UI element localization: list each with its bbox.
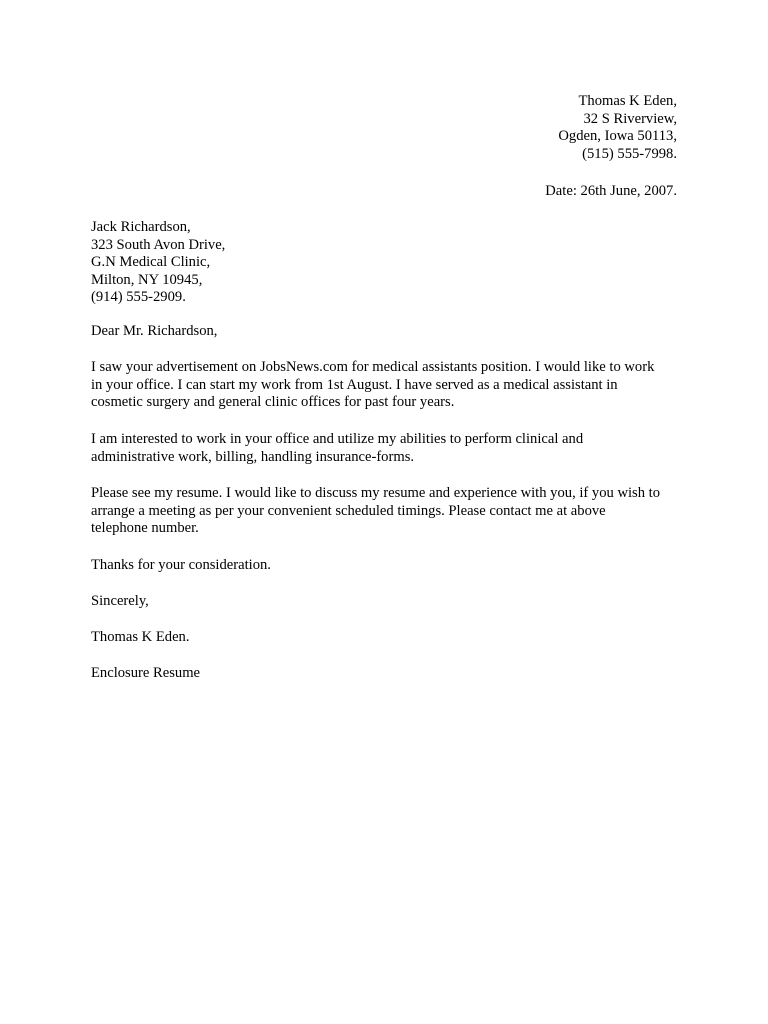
recipient-organization: G.N Medical Clinic, <box>91 254 211 271</box>
sender-phone: (515) 555-7998. <box>582 145 677 162</box>
paragraph-2 <box>91 431 691 466</box>
paragraph-line: I saw your advertisement on JobsNews.com for medical assistants position. I would like to work <box>91 359 655 375</box>
paragraph-line: telephone number. <box>91 520 199 537</box>
paragraph-line: I am interested to work in your office and utilize my abilities to perform clinical and <box>91 431 584 447</box>
thanks-text: Thanks for your consideration. <box>91 557 271 573</box>
thanks-line <box>91 557 691 575</box>
sender-city: Ogden, Iowa 50113, <box>558 128 677 145</box>
paragraph-line: in your office. I can start my work from 1st August. I have served as a medical assistant in <box>91 376 618 393</box>
closing-text: Sincerely, <box>91 593 149 609</box>
paragraph-line: administrative work, billing, handling insurance-forms. <box>91 448 415 465</box>
sender-name: Thomas K Eden, <box>578 93 677 109</box>
sender-street: 32 S Riverview, <box>583 110 677 127</box>
signature <box>91 629 691 647</box>
recipient-street: 323 South Avon Drive, <box>91 236 226 253</box>
recipient-city: Milton, NY 10945, <box>91 271 203 288</box>
paragraph-line: arrange a meeting as per your convenient scheduled timings. Please contact me at above <box>91 502 606 519</box>
enclosure-text: Enclosure Resume <box>91 665 201 681</box>
enclosure-note <box>91 665 691 683</box>
salutation-text: Dear Mr. Richardson, <box>91 323 218 339</box>
recipient-phone: (914) 555-2909. <box>91 289 186 306</box>
sender-address-block <box>558 93 677 163</box>
paragraph-3 <box>91 485 691 538</box>
paragraph-line: Please see my resume. I would like to discuss my resume and experience with you, if you wish to <box>91 485 661 501</box>
recipient-name: Jack Richardson, <box>91 219 191 235</box>
closing <box>91 593 691 611</box>
paragraph-line: cosmetic surgery and general clinic offices for past four years. <box>91 394 455 411</box>
salutation <box>91 323 691 341</box>
recipient-address-block <box>91 219 225 307</box>
signature-text: Thomas K Eden. <box>91 629 190 645</box>
paragraph-1 <box>91 359 691 412</box>
letter-date: Date: 26th June, 2007. <box>545 183 677 199</box>
